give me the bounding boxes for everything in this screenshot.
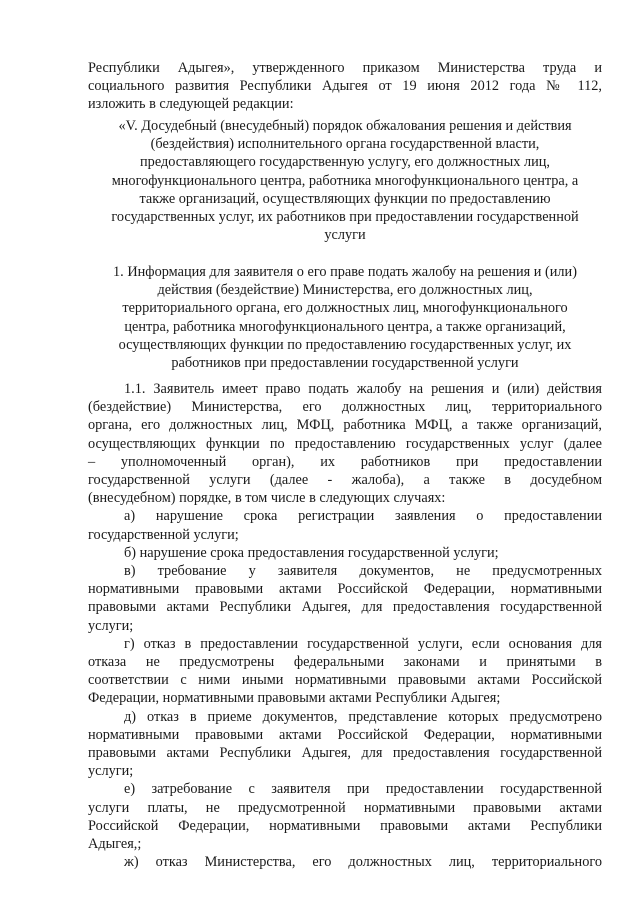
text-line: нормативными правовыми актами Российской Федерации, нормативными [88, 581, 602, 598]
list-item-v [88, 562, 602, 580]
list-item-b [88, 544, 602, 562]
text-line: правовыми актами Республики Адыгея, для предоставления государственной [88, 599, 602, 616]
text-line: в) требование у заявителя документов, не предусмотренных [124, 563, 602, 580]
text-line: а) нарушение срока регистрации заявления о предоставлении [124, 508, 602, 525]
list-item-d-cont [88, 726, 602, 781]
list-item-a-cont [88, 526, 602, 544]
text-line: изложить в следующей редакции: [88, 96, 294, 113]
text-line: д) отказ в приеме документов, представление которых предусмотрено [124, 708, 602, 725]
text-line: Российской Федерации, нормативными правовыми актами Республики [88, 817, 602, 834]
title-line: территориального органа, его должностных лиц, многофункционального [122, 300, 568, 317]
text-line: ж) отказ Министерства, его должностных лиц, территориального [124, 854, 602, 871]
intro-paragraph [88, 59, 602, 114]
text-line: государственной услуги; [88, 526, 239, 543]
text-line: правовыми актами Республики Адыгея, для предоставления государственной [88, 745, 602, 762]
title-line: центра, работника многофункционального центра, а также организаций, [124, 318, 566, 335]
paragraph-1-1 [88, 380, 602, 398]
text-line: соответствии с ними иными нормативными правовыми актами Российской [88, 672, 602, 689]
title-line: также организаций, осуществляющих функции по предоставлению [139, 190, 551, 207]
text-line: (внесудебном) порядке, в том числе в следующих случаях: [88, 490, 446, 507]
subsection-title [86, 263, 604, 372]
text-line: нормативными правовыми актами Российской Федерации, нормативными [88, 726, 602, 743]
list-item-v-cont [88, 580, 602, 635]
title-line: работников при предоставлении государственной услуги [171, 355, 519, 372]
text-line: (бездействие) Министерства, его должностных лиц, территориального [88, 399, 602, 416]
text-line: осуществляющих функции по предоставлению государственных услуг (далее [88, 435, 602, 452]
section-title [86, 117, 604, 244]
text-line: – уполномоченный орган), их работников при предоставлении [88, 453, 602, 470]
list-item-e [88, 780, 602, 798]
text-line: услуги; [88, 763, 134, 780]
list-item-g-cont [88, 653, 602, 708]
list-item-g [88, 635, 602, 653]
title-line: многофункционального центра, работника многофункционального центра, а [111, 172, 579, 189]
title-line: государственных услуг, их работников при предоставлении государственной [111, 209, 579, 226]
text-line: 1.1. Заявитель имеет право подать жалобу на решения и (или) действия [124, 381, 602, 397]
title-line: действия (бездействие) Министерства, его должностных лиц, [157, 282, 533, 299]
title-line: (бездействия) исполнительного органа государственной власти, [150, 136, 540, 153]
title-line: 1. Информация для заявителя о его праве подать жалобу на решения и (или) [113, 264, 577, 280]
text-line: Республики Адыгея», утвержденного приказом Министерства труда и [88, 60, 602, 76]
title-line: «V. Досудебный (внесудебный) порядок обжалования решения и действия [118, 118, 572, 134]
title-line: предоставляющего государственную услугу, его должностных лиц, [140, 154, 550, 171]
title-line: осуществляющих функции по предоставлению государственных услуг, их [118, 336, 572, 353]
list-item-zh [88, 853, 602, 871]
paragraph-1-1-cont [88, 398, 602, 507]
list-item-a [88, 507, 602, 525]
text-line: услуги; [88, 617, 134, 634]
text-line: Федерации, нормативными правовыми актами Республики Адыгея; [88, 690, 501, 707]
text-line: Адыгея,; [88, 836, 142, 853]
text-line: государственной услуги (далее - жалоба), а также в досудебном [88, 472, 602, 489]
list-item-e-cont [88, 799, 602, 854]
text-line: услуги платы, не предусмотренной нормативными правовыми актами [88, 799, 602, 816]
text-line: социального развития Республики Адыгея от 19 июня 2012 года № 112, [88, 78, 602, 95]
text-line: б) нарушение срока предоставления государственной услуги; [124, 544, 499, 561]
body-text [88, 380, 602, 871]
text-line: г) отказ в предоставлении государственной услуги, если основания для [124, 635, 602, 652]
list-item-d [88, 708, 602, 726]
text-line: отказа не предусмотрены федеральными законами и принятыми в [88, 654, 602, 671]
text-line: органа, его должностных лиц, МФЦ, работника МФЦ, а также организаций, [88, 417, 602, 434]
title-line: услуги [324, 227, 366, 244]
text-line: е) затребование с заявителя при предоставлении государственной [124, 781, 602, 798]
